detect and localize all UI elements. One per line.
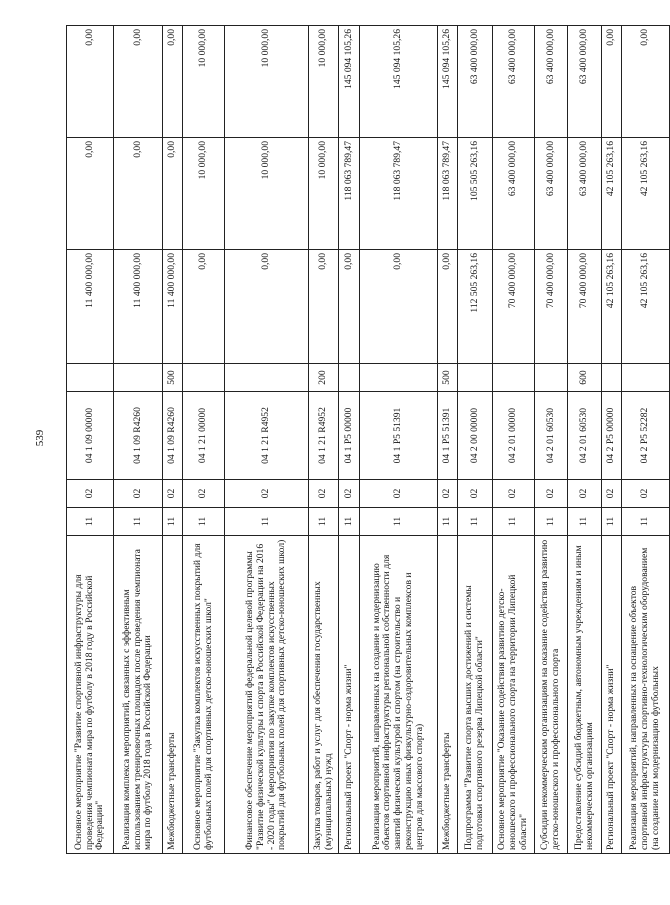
table-row (67, 26, 114, 854)
cell-target: 04 1 P5 00000 (339, 392, 360, 480)
cell-sum3: 10 000,00 (183, 26, 225, 138)
table-row (114, 26, 163, 854)
table-row (568, 26, 602, 854)
cell-name: Основное мероприятие "Закупка комплектов искусственных покрытий для футбольных полей для спортивных детско-юношеских школ" (183, 536, 225, 854)
cell-name: Предоставление субсидий бюджетным, автономным учреждениям и иным некоммерческим организациям (568, 536, 602, 854)
table-row (493, 26, 535, 854)
cell-chapter: 11 (309, 508, 339, 536)
cell-chapter: 11 (622, 508, 670, 536)
cell-sum2: 0,00 (67, 138, 114, 250)
cell-target: 04 1 P5 51391 (438, 392, 458, 480)
cell-section: 02 (309, 480, 339, 508)
cell-kind: 600 (568, 364, 602, 392)
cell-kind (622, 364, 670, 392)
cell-sum3: 0,00 (622, 26, 670, 138)
cell-sum1: 70 400 000,00 (493, 250, 535, 364)
cell-sum1: 42 105 263,16 (602, 250, 622, 364)
cell-kind (535, 364, 568, 392)
table-row (622, 26, 670, 854)
cell-target: 04 1 P5 51391 (360, 392, 438, 480)
cell-target: 04 2 01 60530 (535, 392, 568, 480)
cell-sum2: 105 505 263,16 (458, 138, 493, 250)
cell-chapter: 11 (568, 508, 602, 536)
cell-sum1: 11 400 000,00 (67, 250, 114, 364)
cell-name: Финансовое обеспечение мероприятий федеральной целевой программы "Развитие физической культуры и спорта в Российской Федерации на 2016 - 2020 годы" (мероприятия по закупке комплектов искусственных покрытий для футбольных полей для спортивных детско-юношеских школ) (225, 536, 309, 854)
cell-sum2: 10 000,00 (309, 138, 339, 250)
cell-name: Основное мероприятие "Оказание содействия развитию детско-юношеского и профессионального спорта на территории Липецкой области" (493, 536, 535, 854)
cell-kind (602, 364, 622, 392)
cell-target: 04 2 01 00000 (493, 392, 535, 480)
cell-sum1: 42 105 263,16 (622, 250, 670, 364)
cell-sum1: 0,00 (360, 250, 438, 364)
cell-chapter: 11 (183, 508, 225, 536)
cell-sum2: 63 400 000,00 (535, 138, 568, 250)
cell-sum3: 63 400 000,00 (493, 26, 535, 138)
cell-name: Региональный проект "Спорт - норма жизни" (602, 536, 622, 854)
cell-target: 04 2 01 60530 (568, 392, 602, 480)
cell-chapter: 11 (225, 508, 309, 536)
table-row (360, 26, 438, 854)
cell-name: Межбюджетные трансферты (438, 536, 458, 854)
cell-sum3: 0,00 (163, 26, 183, 138)
cell-kind (114, 364, 163, 392)
cell-section: 02 (360, 480, 438, 508)
cell-sum3: 63 400 000,00 (568, 26, 602, 138)
cell-kind (183, 364, 225, 392)
cell-section: 02 (438, 480, 458, 508)
cell-name: Реализация мероприятий, направленных на оснащение объектов спортивной инфраструктуры спортивно-технологическим оборудованием (на создание или модернизацию футбольных (622, 536, 670, 854)
cell-sum3: 0,00 (114, 26, 163, 138)
cell-sum2: 63 400 000,00 (493, 138, 535, 250)
cell-sum1: 11 400 000,00 (163, 250, 183, 364)
cell-section: 02 (458, 480, 493, 508)
cell-target: 04 1 09 00000 (67, 392, 114, 480)
table-row (438, 26, 458, 854)
cell-sum3: 10 000,00 (225, 26, 309, 138)
cell-target: 04 1 21 R4952 (309, 392, 339, 480)
cell-sum2: 10 000,00 (183, 138, 225, 250)
cell-section: 02 (163, 480, 183, 508)
table-row (602, 26, 622, 854)
cell-chapter: 11 (493, 508, 535, 536)
cell-chapter: 11 (67, 508, 114, 536)
cell-target: 04 1 09 R4260 (114, 392, 163, 480)
cell-chapter: 11 (114, 508, 163, 536)
cell-chapter: 11 (360, 508, 438, 536)
cell-section: 02 (67, 480, 114, 508)
cell-sum1: 70 400 000,00 (535, 250, 568, 364)
page-number: 539 (34, 429, 46, 447)
cell-chapter: 11 (602, 508, 622, 536)
cell-name: Реализация мероприятий, направленных на создание и модернизацию объектов спортивной инфраструктуры региональной собственности для занятий физической культурой и спортом (на строительство и реконструкцию иных физкультурно-оздоровительных комплексов и центров для массового спорта) (360, 536, 438, 854)
cell-sum1: 0,00 (309, 250, 339, 364)
cell-sum3: 63 400 000,00 (535, 26, 568, 138)
cell-sum2: 42 105 263,16 (622, 138, 670, 250)
cell-chapter: 11 (535, 508, 568, 536)
cell-sum2: 0,00 (114, 138, 163, 250)
table-row (163, 26, 183, 854)
rotated-table-container (66, 26, 670, 854)
cell-sum1: 0,00 (339, 250, 360, 364)
cell-sum2: 118 063 789,47 (360, 138, 438, 250)
cell-sum1: 70 400 000,00 (568, 250, 602, 364)
cell-kind (458, 364, 493, 392)
table-row (339, 26, 360, 854)
cell-section: 02 (602, 480, 622, 508)
cell-chapter: 11 (163, 508, 183, 536)
cell-sum3: 0,00 (602, 26, 622, 138)
cell-kind: 500 (438, 364, 458, 392)
cell-kind (67, 364, 114, 392)
cell-target: 04 2 00 00000 (458, 392, 493, 480)
cell-target: 04 1 21 R4952 (225, 392, 309, 480)
cell-sum2: 0,00 (163, 138, 183, 250)
cell-kind (493, 364, 535, 392)
cell-kind (225, 364, 309, 392)
cell-section: 02 (114, 480, 163, 508)
table-body (67, 26, 670, 854)
cell-name: Реализация комплекса мероприятий, связанных с эффективным использованием тренировочных площадок после проведения чемпионата мира по футболу 2018 года в Российской Федерации (114, 536, 163, 854)
cell-sum3: 145 094 105,26 (438, 26, 458, 138)
table-row (225, 26, 309, 854)
cell-sum3: 145 094 105,26 (339, 26, 360, 138)
cell-sum1: 0,00 (438, 250, 458, 364)
cell-sum2: 118 063 789,47 (438, 138, 458, 250)
cell-target: 04 2 P5 52282 (622, 392, 670, 480)
table-row (535, 26, 568, 854)
cell-sum2: 10 000,00 (225, 138, 309, 250)
cell-sum2: 63 400 000,00 (568, 138, 602, 250)
cell-section: 02 (535, 480, 568, 508)
table-row (183, 26, 225, 854)
cell-section: 02 (225, 480, 309, 508)
cell-sum1: 0,00 (225, 250, 309, 364)
cell-sum1: 11 400 000,00 (114, 250, 163, 364)
cell-sum1: 0,00 (183, 250, 225, 364)
cell-section: 02 (339, 480, 360, 508)
cell-section: 02 (183, 480, 225, 508)
table-row (458, 26, 493, 854)
cell-section: 02 (493, 480, 535, 508)
cell-sum3: 145 094 105,26 (360, 26, 438, 138)
cell-sum3: 63 400 000,00 (458, 26, 493, 138)
cell-kind: 200 (309, 364, 339, 392)
cell-name: Субсидии некоммерческим организациям на оказание содействия развитию детско-юношеского и профессионального спорта (535, 536, 568, 854)
cell-kind: 500 (163, 364, 183, 392)
cell-section: 02 (568, 480, 602, 508)
cell-chapter: 11 (339, 508, 360, 536)
cell-sum3: 0,00 (67, 26, 114, 138)
budget-table (66, 25, 670, 854)
cell-sum2: 118 063 789,47 (339, 138, 360, 250)
cell-chapter: 11 (458, 508, 493, 536)
cell-name: Региональный проект "Спорт - норма жизни" (339, 536, 360, 854)
cell-target: 04 1 09 R4260 (163, 392, 183, 480)
cell-name: Подпрограмма "Развитие спорта высших достижений и системы подготовки спортивного резерва Липецкой области" (458, 536, 493, 854)
cell-name: Основное мероприятие "Развитие спортивной инфраструктуры для проведения чемпионата мира по футболу в 2018 году в Российской Федерации" (67, 536, 114, 854)
table-row (309, 26, 339, 854)
cell-chapter: 11 (438, 508, 458, 536)
cell-name: Межбюджетные трансферты (163, 536, 183, 854)
cell-sum3: 10 000,00 (309, 26, 339, 138)
cell-section: 02 (622, 480, 670, 508)
cell-target: 04 2 P5 00000 (602, 392, 622, 480)
cell-kind (360, 364, 438, 392)
cell-sum1: 112 505 263,16 (458, 250, 493, 364)
cell-sum2: 42 105 263,16 (602, 138, 622, 250)
cell-target: 04 1 21 00000 (183, 392, 225, 480)
cell-name: Закупка товаров, работ и услуг для обеспечения государственных (муниципальных) нужд (309, 536, 339, 854)
cell-kind (339, 364, 360, 392)
